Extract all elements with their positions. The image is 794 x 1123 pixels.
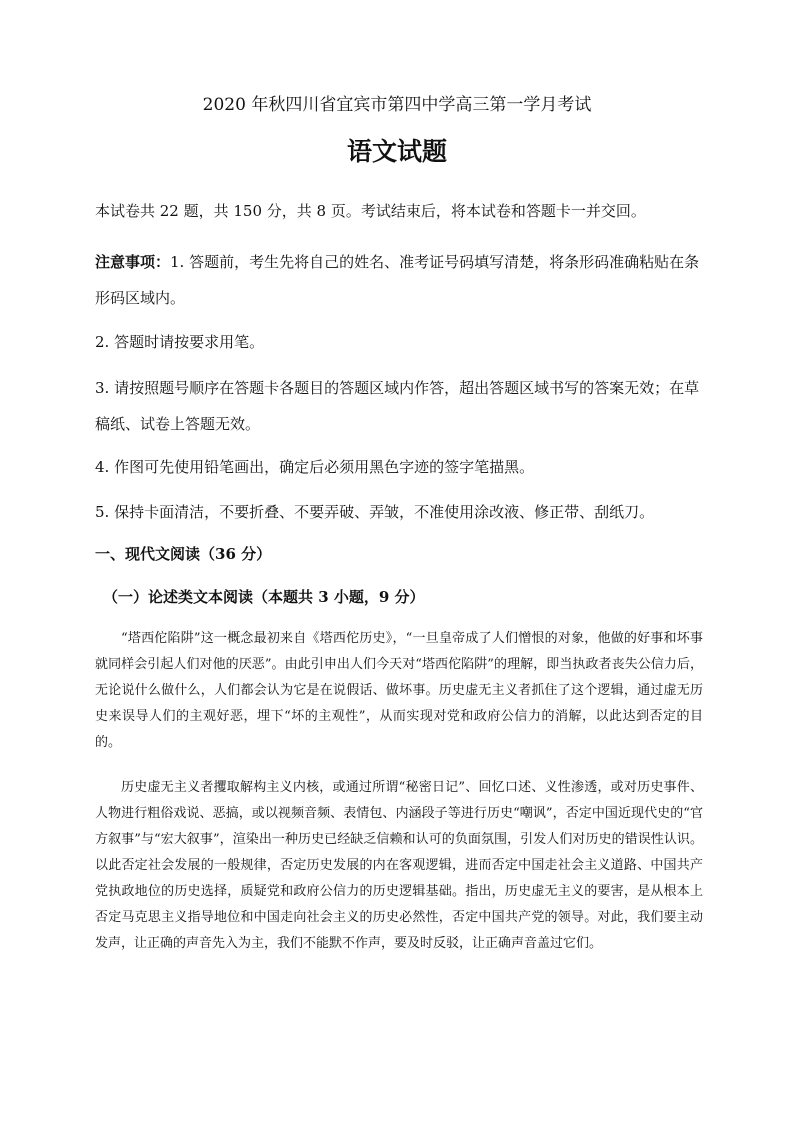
- notice-item-3: 3. 请按照题号顺序在答题卡各题目的答题区域内作答，超出答题区域书写的答案无效；在草稿纸、试卷上答题无效。: [95, 379, 700, 433]
- passage-paragraph-1: “塔西佗陷阱”这一概念最初来自《塔西佗历史》，“一旦皇帝成了人们憎恨的对象，他做的好事和坏事就同样会引起人们对他的厌恶”。由此引申出人们今天对“塔西佗陷阱”的理解，即当执政者丧失公信力后，无论说什么做什么，人们都会认为它是在说假话、做坏事。历史虚无主义者抓住了这个逻辑，通过虚无历史来误导人们的主观好恶，埋下“坏的主观性”，从而实现对党和政府公信力的消解，以此达到否定的目的。: [95, 631, 703, 750]
- subsection-heading: （一）论述类文本阅读（本题共 3 小题，9 分）: [103, 588, 425, 606]
- exam-intro: 本试卷共 22 题，共 150 分，共 8 页。考试结束后，将本试卷和答题卡一并交回。: [95, 202, 646, 220]
- notice-item-2: 2. 答题时请按要求用笔。: [95, 333, 265, 351]
- notice-label: 注意事项：: [95, 253, 171, 271]
- notice-item-1: [95, 244, 705, 316]
- subject-title: 语文试题: [346, 137, 447, 166]
- section-heading: 一、现代文阅读（36 分）: [95, 545, 272, 563]
- passage-paragraph-2: 历史虚无主义者攫取解构主义内核，或通过所谓“秘密日记”、回忆口述、义性渗透，或对历史事件、人物进行粗俗戏说、恶搞，或以视频音频、表情包、内涵段子等进行历史“嘲讽”，否定中国近现代史的“官方叙事”与“宏大叙事”，渲染出一种历史已经缺乏信赖和认可的负面氛围，引发人们对历史的错误性认识。以此否定社会发展的一般规律，否定历史发展的内在客观逻辑，进而否定中国走社会主义道路、中国共产党执政地位的历史选择，质疑党和政府公信力的历史逻辑基础。指出，历史虚无主义的要害，是从根本上否定马克思主义指导地位和中国走向社会主义的历史必然性，否定中国共产党的领导。对此，我们要主动发声，让正确的声音先入为主，我们不能默不作声，要及时反驳，让正确声音盖过它们。: [95, 780, 703, 951]
- notice-item-4: 4. 作图可先使用铅笔画出，确定后必须用黑色字迹的签字笔描黑。: [95, 458, 535, 476]
- exam-title: 2020 年秋四川省宜宾市第四中学高三第一学月考试: [202, 95, 592, 115]
- notice-item-5: 5. 保持卡面清洁，不要折叠、不要弄破、弄皱，不准使用涂改液、修正带、刮纸刀。: [95, 503, 655, 521]
- notice-item-1-text: 1. 答题前，考生先将自己的姓名、准考证号码填写清楚，将条形码准确粘贴在条形码区域内。: [95, 253, 700, 307]
